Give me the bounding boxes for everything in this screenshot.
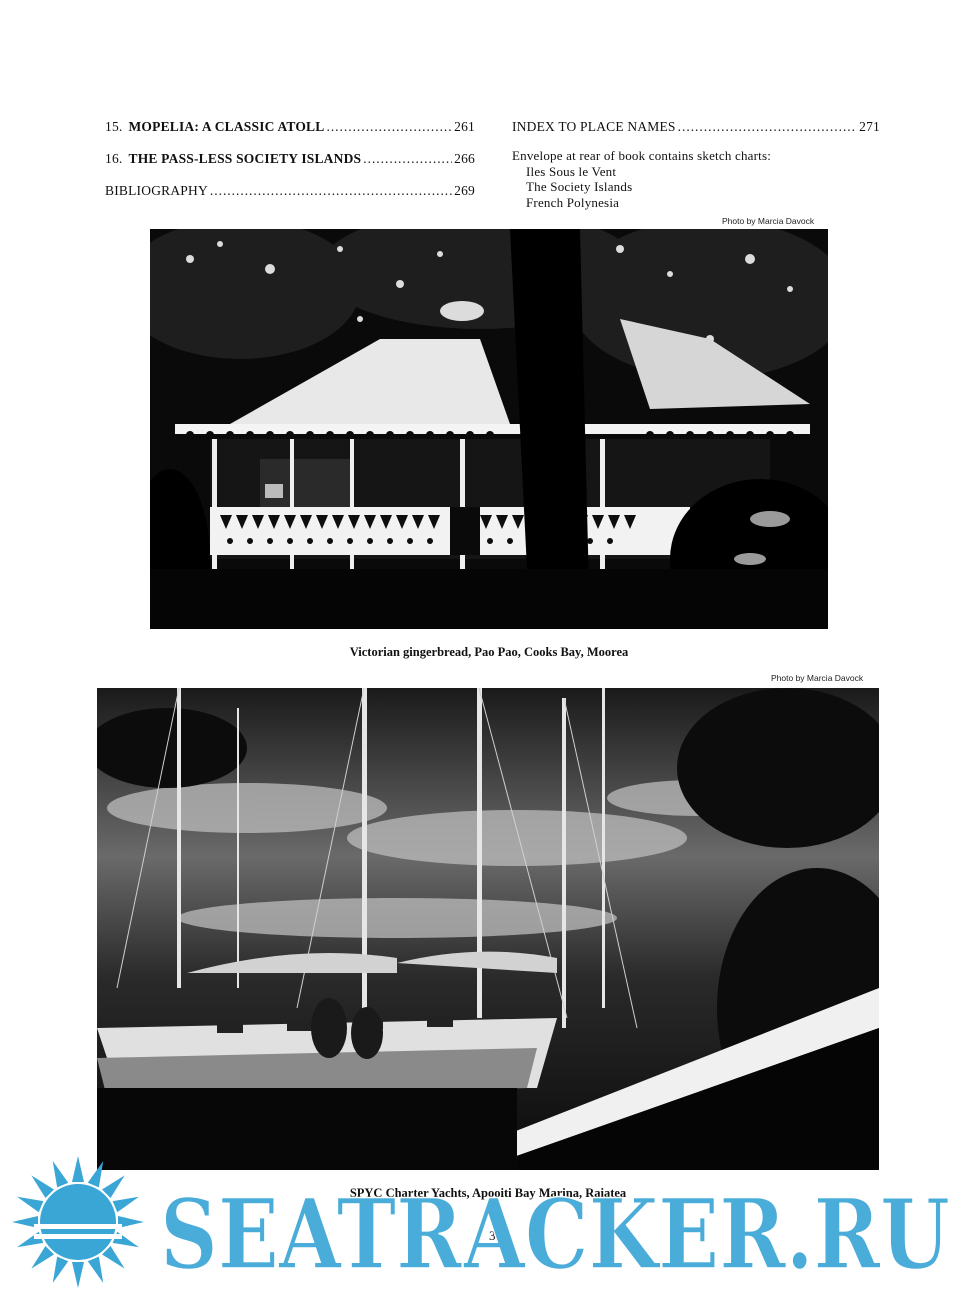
- toc-leader-dots: [678, 118, 858, 136]
- toc-entry-title: INDEX TO PLACE NAMES: [512, 119, 676, 134]
- photo-victorian-house: [150, 229, 828, 629]
- photo-caption: Victorian gingerbread, Pao Pao, Cooks Bay, Moorea: [349, 645, 629, 659]
- toc-entry-page: 269: [454, 183, 475, 198]
- toc-entry-title: BIBLIOGRAPHY: [105, 183, 208, 198]
- house-photo-illustration: [150, 229, 828, 629]
- toc-entry-title: THE PASS-LESS SOCIETY ISLANDS: [128, 151, 362, 166]
- toc-entry-number: 15.: [105, 119, 123, 134]
- watermark-text: SEATRACKER.RU: [160, 1178, 950, 1291]
- toc-entry-page: 266: [454, 151, 475, 166]
- toc-leader-dots: [210, 182, 452, 200]
- toc-entry-index: [512, 118, 880, 136]
- watermark-graphic: [0, 1150, 978, 1298]
- toc-leader-dots: [363, 150, 452, 168]
- chart-list-item: Iles Sous le Vent: [526, 163, 617, 179]
- photo-charter-yachts: [97, 688, 879, 1170]
- toc-right-column: [512, 118, 880, 210]
- yachts-photo-illustration: [97, 688, 879, 1170]
- toc-entry-page: 261: [454, 119, 475, 134]
- envelope-note: Envelope at rear of book contains sketch charts:: [512, 148, 772, 163]
- toc-left-column: [105, 118, 475, 214]
- sun-logo-icon: [12, 1156, 144, 1288]
- toc-leader-dots: [326, 118, 452, 136]
- page-number: 3: [489, 1228, 496, 1243]
- chart-list-item: The Society Islands: [526, 179, 633, 194]
- toc-entry-pass-less: [105, 150, 475, 168]
- seatracker-watermark: [0, 1150, 978, 1298]
- toc-entry-bibliography: [105, 182, 475, 200]
- envelope-note-block: [512, 148, 880, 210]
- photo-credit: Photo by Marcia Davock: [771, 673, 864, 683]
- photo-caption: SPYC Charter Yachts, Apooiti Bay Marina, Raiatea: [349, 1186, 627, 1200]
- toc-entry-page: 271: [859, 119, 880, 134]
- toc-entry-mopelia: [105, 118, 475, 136]
- toc-entry-number: 16.: [105, 151, 123, 166]
- toc-entry-title: MOPELIA: A CLASSIC ATOLL: [128, 119, 325, 134]
- photo-credit: Photo by Marcia Davock: [722, 216, 815, 226]
- chart-list-item: French Polynesia: [526, 194, 620, 210]
